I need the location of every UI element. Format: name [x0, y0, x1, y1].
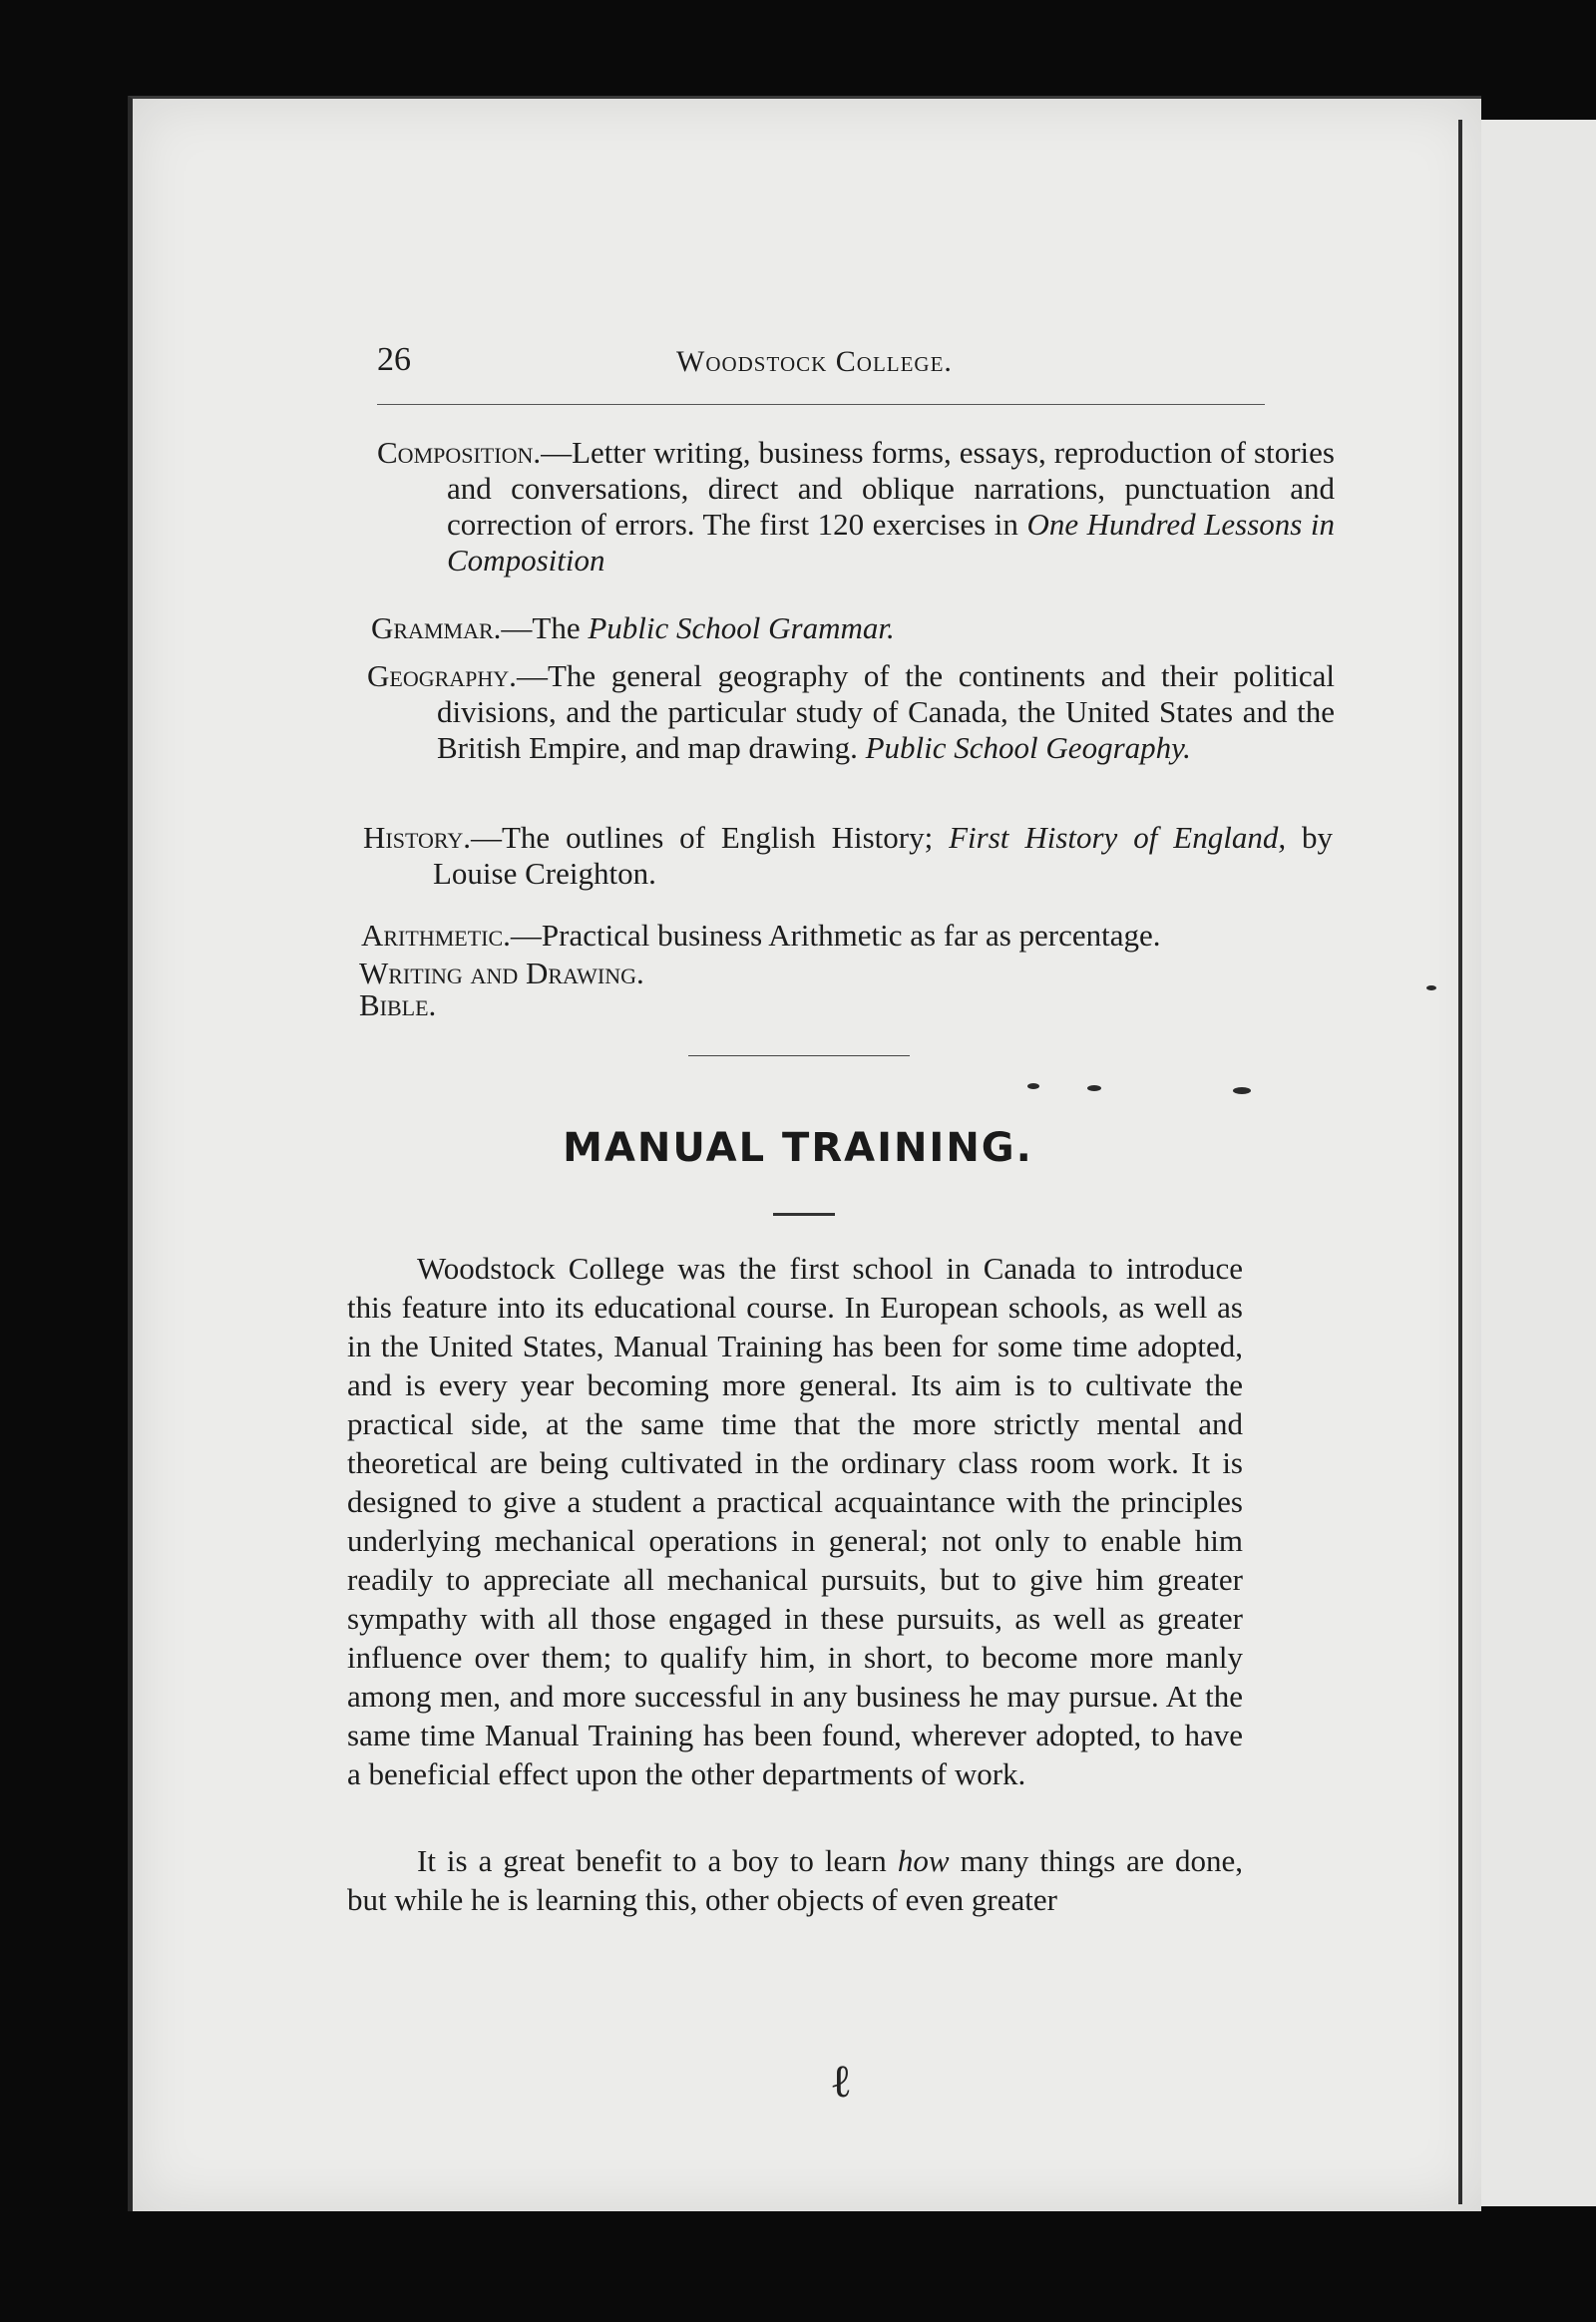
entry-key: Bible. [359, 987, 437, 1022]
running-title: Woodstock College. [676, 345, 953, 378]
entry-text: —Letter writing, business forms, essays, reproduction of stories and conversations, direct and oblique narrations, punctuation and correction of errors. The first 120 exercises in [447, 435, 1335, 542]
entry-key: Geography. [367, 658, 517, 693]
entry-key: Grammar. [371, 610, 502, 645]
ink-speck [1087, 1085, 1101, 1091]
entry-arithmetic [361, 918, 1333, 954]
section-divider [688, 1055, 910, 1056]
page-gutter-line [1458, 120, 1462, 2204]
adjacent-page-edge [1476, 120, 1596, 2206]
paragraph-2-text: It is a great benefit to a boy to learn [417, 1843, 898, 1878]
entry-text-after: by Louise Creighton. [433, 820, 1333, 891]
entry-geography [367, 658, 1335, 766]
entry-bible [359, 987, 1331, 1023]
entry-book-title: First History of England, [949, 820, 1287, 855]
title-underline [773, 1213, 835, 1216]
entry-key: Arithmetic. [361, 918, 511, 953]
entry-grammar [371, 610, 1335, 646]
paragraph-1: Woodstock College was the first school in Canada to introduce this feature into its educational course. In European schools, as well as in the United States, Manual Training has been for some time adopted, and is every year becoming more general. Its aim is to cultivate the practical side, at the same time that the more strictly mental and theoretical are being cultivated in the ordinary class room work. It is designed to give a student a practical acquaintance with the principles underlying mechanical operations in general; not only to enable him readily to appreciate all mechanical pursuits, but to give him greater sympathy with all those engaged in these pursuits, as well as greater influence over them; to qualify him, in short, to become more manly among men, and more successful in any business he may pursue. At the same time Manual Training has been found, wherever adopted, to have a beneficial effect upon the other departments of work. [347, 1251, 1243, 1791]
entry-text: —The [501, 610, 589, 645]
entry-composition [377, 435, 1335, 579]
paragraph-2 [347, 1841, 1243, 1919]
entry-writing-drawing [359, 956, 1331, 991]
header-rule [377, 404, 1265, 405]
ink-speck [1233, 1087, 1251, 1094]
paragraph-2-emphasis: how [897, 1843, 950, 1878]
entry-key: Writing and Drawing. [359, 956, 644, 990]
entry-history [363, 820, 1333, 892]
page-number: 26 [377, 341, 411, 378]
entry-text: —The general geography of the continents and their political divisions, and the particular study of Canada, the United States and the British Empire, and map drawing. [437, 658, 1335, 765]
ink-speck [1027, 1083, 1039, 1089]
entry-text: —Practical business Arithmetic as far as percentage. [510, 918, 1161, 953]
section-title: MANUAL TRAINING. [563, 1125, 1033, 1171]
pencil-mark: ℓ [830, 2056, 853, 2107]
running-head [377, 335, 1287, 395]
paragraph-2-text-after: many things are done, but while he is learning this, other objects of even greater [347, 1843, 1243, 1917]
entry-key: Composition. [377, 435, 542, 470]
entry-book-title: Public School Grammar. [588, 610, 895, 645]
entry-book-title: One Hundred Lessons in Composition [447, 507, 1335, 578]
entry-text: —The outlines of English History; [470, 820, 950, 855]
ink-speck [1426, 985, 1436, 990]
entry-key: History. [363, 820, 471, 855]
entry-book-title: Public School Geography. [865, 730, 1191, 765]
